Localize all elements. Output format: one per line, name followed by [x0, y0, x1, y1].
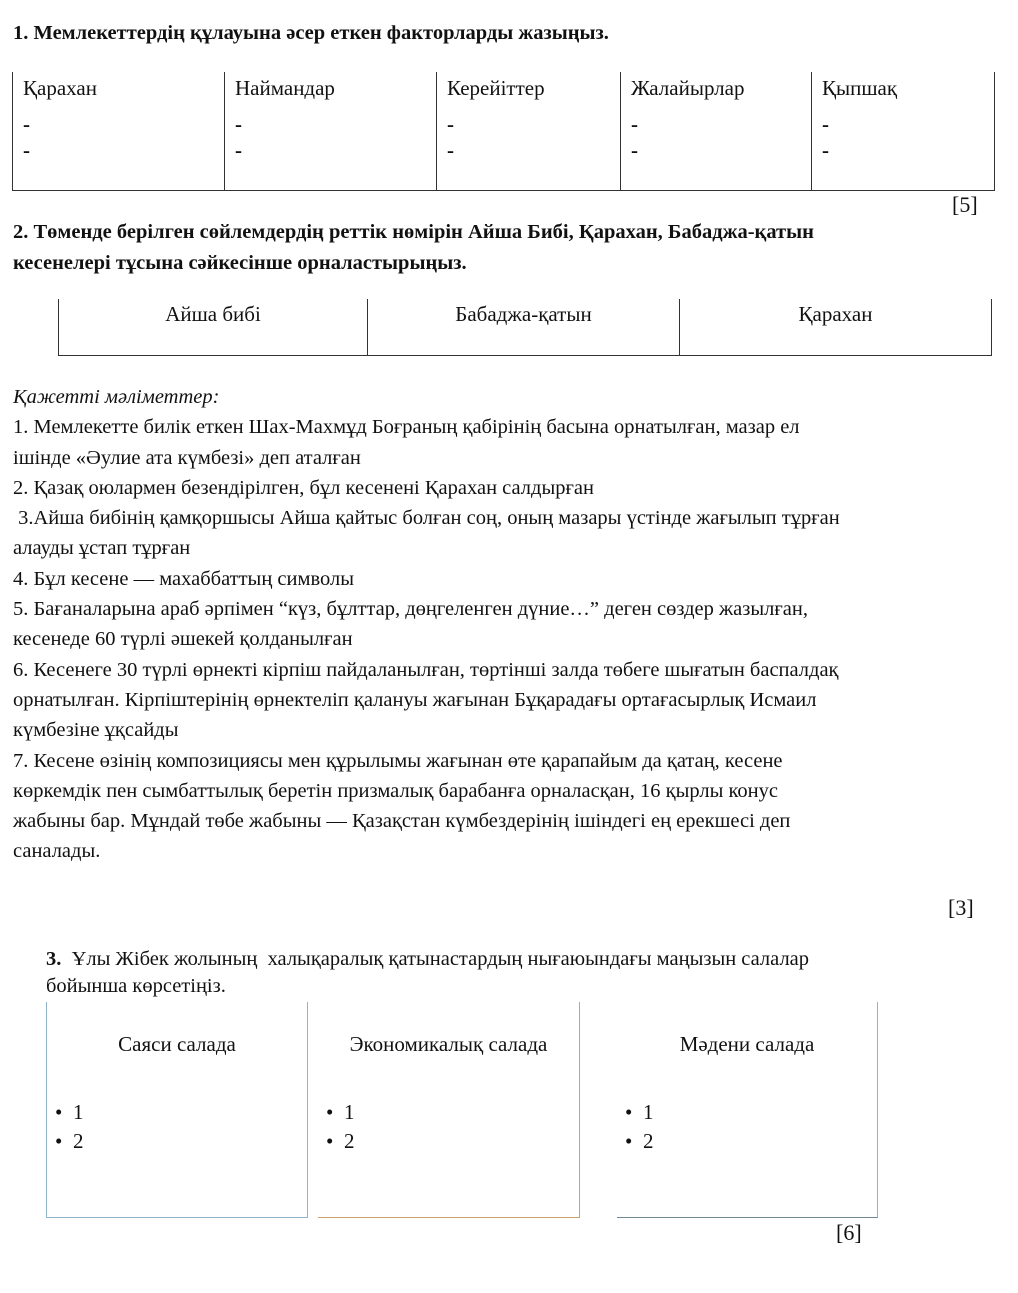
box-header: Саяси салада: [118, 1032, 236, 1056]
reference-info: [13, 382, 1003, 867]
info-line: алауды ұстап тұрған: [13, 537, 191, 560]
table-column: [436, 72, 620, 190]
column-header: Наймандар: [235, 76, 335, 100]
answer-blank[interactable]: -: [23, 112, 30, 136]
box-header: Экономикалық салада: [349, 1032, 548, 1056]
info-line: ішінде «Әулие ата күмбезі» деп аталған: [13, 446, 361, 469]
answer-blank[interactable]: -: [822, 112, 829, 136]
question-1-score: [5]: [952, 192, 978, 217]
bullet-icon: •: [55, 1100, 63, 1124]
bullet-icon: •: [625, 1129, 633, 1153]
question-1-title: 1. Мемлекеттердің құлауына әсер еткен факторларды жазыңыз.: [13, 22, 609, 44]
bullet-icon: •: [625, 1100, 633, 1124]
question-2-table: [58, 299, 992, 356]
answer-blank[interactable]: -: [631, 138, 638, 162]
info-heading: Қажетті мәліметтер:: [13, 386, 220, 408]
info-line: 7. Кесене өзінің композициясы мен құрылымы жағынан өте қарапайым да қатаң, кесене: [13, 749, 783, 772]
column-header: Керейіттер: [447, 76, 545, 100]
answer-blank[interactable]: -: [822, 138, 829, 162]
info-line: саналады.: [13, 840, 101, 863]
list-item: • 2: [625, 1127, 654, 1156]
table-column: [12, 72, 224, 190]
info-line: кесенеде 60 түрлі әшекей қолданылған: [13, 628, 353, 651]
list-item: • 1: [55, 1098, 84, 1127]
info-line: орнатылған. Кірпіштерінің өрнектеліп қалануы жағынан Бұқарадағы ортағасырлық Исмаил: [13, 688, 817, 711]
info-line: 6. Кесенеге 30 түрлі өрнекті кірпіш пайдаланылған, төртінші залда төбеге шығатын баспалдақ: [13, 658, 839, 681]
question-3-score: [6]: [836, 1220, 862, 1245]
box-header: Мәдени салада: [679, 1032, 815, 1056]
bullet-icon: •: [326, 1100, 334, 1124]
bullet-list: [55, 1098, 84, 1156]
question-2-title-line-2: кесенелері тұсына сәйкесінше орналастырыңыз.: [13, 252, 467, 274]
question-1-table: [12, 72, 995, 191]
info-line: жабыны бар. Мұндай төбе жабыны — Қазақстан күмбездерінің ішіндегі ең ерекшесі деп: [13, 810, 791, 833]
bullet-list: [625, 1098, 654, 1156]
box-divider: [307, 1002, 308, 1086]
list-item: • 1: [326, 1098, 355, 1127]
table-column[interactable]: [679, 299, 992, 355]
column-header: Айша бибі: [165, 302, 261, 326]
info-line: 4. Бұл кесене — махаббаттың символы: [13, 567, 354, 590]
question-3-title: [46, 946, 809, 1000]
column-header: Қарахан: [798, 302, 873, 326]
list-item: • 2: [55, 1127, 84, 1156]
answer-blank[interactable]: -: [23, 138, 30, 162]
answer-box-political[interactable]: [46, 1002, 308, 1218]
list-item: • 2: [326, 1127, 355, 1156]
column-header: Жалайырлар: [631, 76, 745, 100]
info-line: күмбезіне ұқсайды: [13, 719, 179, 742]
table-column[interactable]: [58, 299, 367, 355]
table-column: [224, 72, 436, 190]
question-2-score: [3]: [948, 895, 974, 920]
info-line: көркемдік пен сымбаттылық беретін призмалық барабанға орналасқан, 16 қырлы конус: [13, 779, 778, 802]
table-column: [811, 72, 995, 190]
answer-blank[interactable]: -: [235, 112, 242, 136]
info-line: 5. Бағаналарына араб әрпімен “күз, бұлттар, дөңгеленген дүние…” деген сөздер жазылған,: [13, 598, 808, 621]
question-2-title-line-1: 2. Төменде берілген сөйлемдердің реттік нөмірін Айша Бибі, Қарахан, Бабаджа-қатын: [13, 221, 814, 243]
column-header: Қыпшақ: [822, 76, 898, 100]
table-column[interactable]: [367, 299, 679, 355]
answer-box-economic[interactable]: [318, 1002, 580, 1218]
info-line: 3.Айша бибінің қамқоршысы Айша қайтыс болған соң, оның мазары үстінде жағылып тұрған: [13, 507, 840, 530]
answer-blank[interactable]: -: [447, 112, 454, 136]
question-3-title-line-1: Ұлы Жібек жолының халықаралық қатынастардың нығаюындағы маңызын салалар: [61, 948, 810, 970]
column-header: Бабаджа-қатын: [455, 302, 592, 326]
question-2-title: [13, 217, 814, 279]
question-3-number: 3.: [46, 948, 62, 970]
column-header: Қарахан: [23, 76, 97, 100]
answer-blank[interactable]: -: [235, 138, 242, 162]
answer-blank[interactable]: -: [447, 138, 454, 162]
info-line: 2. Қазақ оюлармен безендірілген, бұл кесенені Қарахан салдырған: [13, 476, 594, 499]
list-item: • 1: [625, 1098, 654, 1127]
question-3-title-line-2: бойынша көрсетіңіз.: [46, 975, 226, 997]
bullet-icon: •: [55, 1129, 63, 1153]
table-column: [620, 72, 811, 190]
answer-blank[interactable]: -: [631, 112, 638, 136]
bullet-icon: •: [326, 1129, 334, 1153]
info-line: 1. Мемлекетте билік еткен Шах-Махмұд Боғраның қабірінің басына орнатылған, мазар ел: [13, 416, 800, 439]
answer-box-cultural[interactable]: [617, 1002, 878, 1218]
bullet-list: [326, 1098, 355, 1156]
